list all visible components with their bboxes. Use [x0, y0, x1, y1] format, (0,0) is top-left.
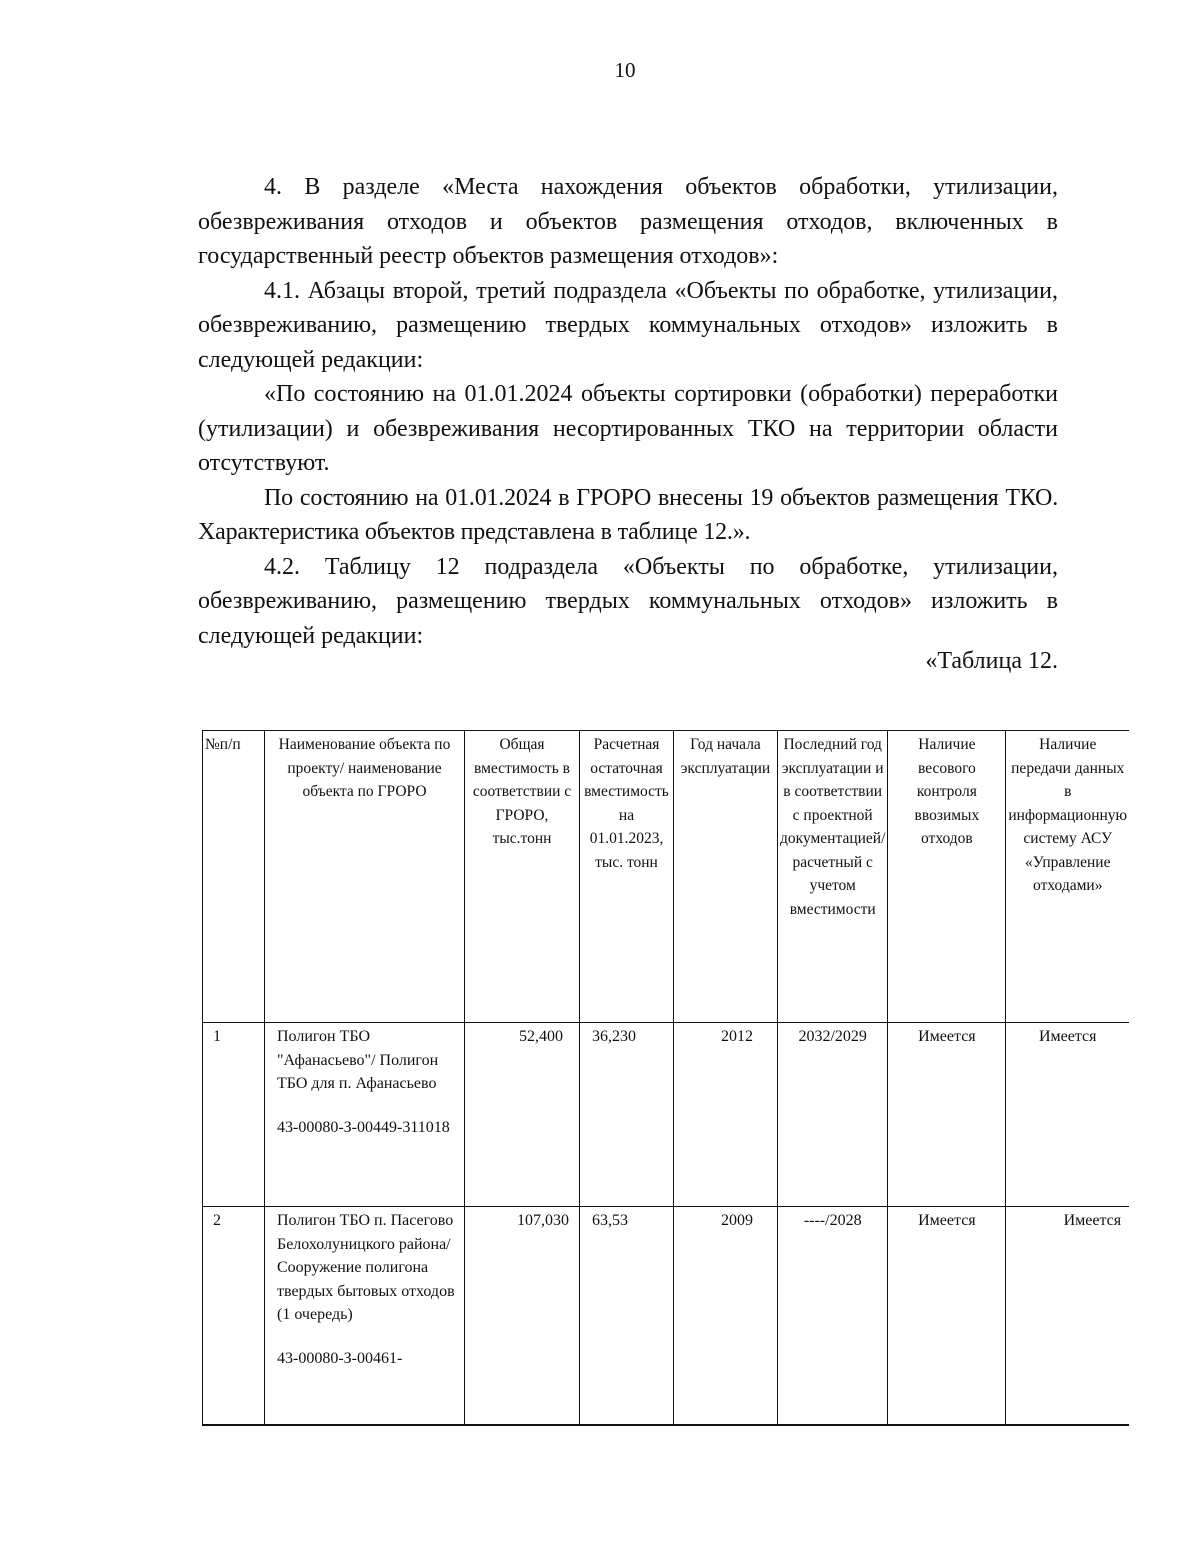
- registry-number: 43-00080-З-00461-: [277, 1349, 403, 1367]
- facility-name-cell: [265, 1023, 465, 1207]
- paragraph-section-4: 4. В разделе «Места нахождения объектов обработки, утилизации, обезвреживания отходов и объектов размещения отходов, включенных в государственный реестр объектов размещения отходов»:: [198, 174, 1058, 269]
- row-number: 1: [203, 1023, 265, 1207]
- header-remaining: Расчетная остаточная вместимость на 01.01.2023, тыс. тонн: [580, 731, 674, 1023]
- header-weight-control: Наличие весового контроля ввозимых отходов: [888, 731, 1006, 1023]
- header-capacity: Общая вместимость в соответствии с ГРОРО, тыс.тонн: [465, 731, 580, 1023]
- weight-control: Имеется: [888, 1207, 1006, 1425]
- waste-facilities-table: [202, 730, 1129, 1426]
- row-number: 2: [203, 1207, 265, 1425]
- table-row: [203, 1023, 1130, 1207]
- body-text: [198, 170, 1058, 653]
- header-number: №п/п: [203, 731, 265, 1023]
- facility-name-cell: [265, 1207, 465, 1425]
- last-year: ----/2028: [778, 1207, 888, 1425]
- capacity: 107,030: [465, 1207, 580, 1425]
- data-transfer: Имеется: [1006, 1023, 1129, 1207]
- remaining-capacity: 36,230: [580, 1023, 674, 1207]
- header-name: Наименование объекта по проекту/ наименование объекта по ГРОРО: [265, 731, 465, 1023]
- table-row: [203, 1207, 1130, 1425]
- header-start-year: Год начала эксплуатации: [674, 731, 778, 1023]
- header-data-transfer: Наличие передачи данных в информационную систему АСУ «Управление отходами»: [1006, 731, 1129, 1023]
- paragraph-quote-sorting: «По состоянию на 01.01.2024 объекты сортировки (обработки) переработки (утилизации) и обезвреживания несортированных ТКО на территории области отсутствуют.: [198, 381, 1058, 476]
- facility-name: Полигон ТБО "Афанасьево"/ Полигон ТБО для п. Афанасьево: [277, 1028, 439, 1092]
- table-caption: «Таблица 12.: [925, 648, 1058, 674]
- header-last-year: Последний год эксплуатации и в соответствии с проектной документацией/ расчетный с учетом вместимости: [778, 731, 888, 1023]
- start-year: 2012: [674, 1023, 778, 1207]
- data-transfer: Имеется: [1006, 1207, 1129, 1425]
- page-number: 10: [614, 58, 636, 82]
- weight-control: Имеется: [888, 1023, 1006, 1207]
- last-year: 2032/2029: [778, 1023, 888, 1207]
- paragraph-quote-groro: По состоянию на 01.01.2024 в ГРОРО внесены 19 объектов размещения ТКО. Характеристика объектов представлена в таблице 12.».: [198, 484, 1058, 545]
- facility-name: Полигон ТБО п. Пасегово Белохолуницкого района/ Сооружение полигона твердых бытовых отходов (1 очередь): [277, 1212, 455, 1323]
- paragraph-section-4-1: 4.1. Абзацы второй, третий подраздела «Объекты по обработке, утилизации, обезвреживанию, размещению твердых коммунальных отходов» изложить в следующей редакции:: [198, 277, 1058, 373]
- paragraph-section-4-2: 4.2. Таблицу 12 подраздела «Объекты по обработке, утилизации, обезвреживанию, размещению твердых коммунальных отходов» изложить в следующей редакции:: [198, 553, 1058, 649]
- table-header-row: [203, 731, 1130, 1023]
- capacity: 52,400: [465, 1023, 580, 1207]
- start-year: 2009: [674, 1207, 778, 1425]
- remaining-capacity: 63,53: [580, 1207, 674, 1425]
- registry-number: 43-00080-З-00449-311018: [277, 1118, 450, 1136]
